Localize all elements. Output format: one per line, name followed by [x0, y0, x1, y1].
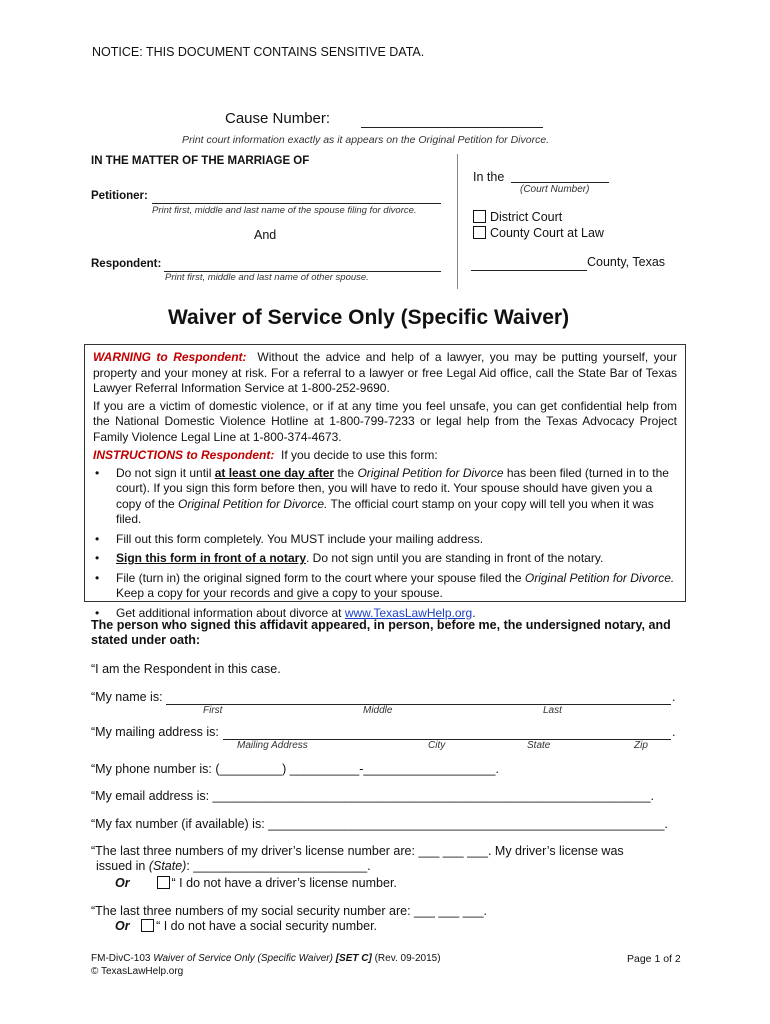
name-middle-hint: Middle — [363, 705, 393, 716]
name-last-hint: Last — [543, 705, 562, 716]
form-title: Waiver of Service Only (Specific Waiver) — [168, 306, 570, 329]
ssn-line[interactable]: “The last three numbers of my social security number are: ___ ___ ___. — [91, 904, 488, 918]
list-item: • Sign this form in front of a notary. Do not sign until you are standing in front of the notary. — [95, 551, 604, 565]
name-period: . — [672, 690, 676, 704]
warning-box — [84, 344, 686, 620]
warning-label: WARNING to Respondent: — [93, 350, 247, 364]
county-field[interactable] — [471, 256, 587, 271]
notice: NOTICE: THIS DOCUMENT CONTAINS SENSITIVE DATA. — [92, 45, 425, 59]
mailing-state-hint: State — [527, 740, 551, 751]
list-item: • Do not sign it until at least one day after the Original Petition for Divorce has been filed (turned in to the court). If you sign this form before then, you will have to redo it. Your spouse should have given you a copy of the Original Petition for Divorce. The official court stamp on your copy will tell you when it was filed. — [95, 465, 669, 526]
name-label: “My name is: — [91, 690, 163, 704]
footer-form-id: FM-DivC-103 Waiver of Service Only (Specific Waiver) [SET C] (Rev. 09-2015) — [91, 953, 441, 964]
respondent-statement: “I am the Respondent in this case. — [91, 662, 281, 676]
phone-line[interactable]: “My phone number is: (_________) __________-___________________. — [91, 762, 499, 776]
mailing-label: “My mailing address is: — [91, 725, 219, 739]
court-number-hint: (Court Number) — [520, 184, 590, 195]
texaslawhelp-link[interactable]: www.TexasLawHelp.org — [344, 605, 473, 620]
petitioner-label: Petitioner: — [91, 190, 148, 202]
drivers-license-state-line[interactable]: issued in (State): _________________________. — [96, 859, 371, 873]
footer-copyright: © TexasLawHelp.org — [91, 966, 184, 977]
no-ssn-option[interactable] — [115, 919, 377, 933]
and-label: And — [254, 228, 277, 242]
mailing-city-hint: City — [428, 740, 446, 751]
petitioner-hint: Print first, middle and last name of the spouse filing for divorce. — [152, 205, 417, 216]
or-label: Or — [115, 876, 130, 890]
respondent-label: Respondent: — [91, 258, 162, 270]
respondent-field[interactable] — [164, 256, 441, 272]
affidavit-heading: The person who signed this affidavit appeared, in person, before me, the undersigned notary, and stated under oath: — [91, 618, 671, 647]
in-the-label: In the — [473, 170, 505, 184]
name-first-hint: First — [203, 705, 223, 716]
county-court-option[interactable] — [473, 226, 604, 240]
petitioner-field[interactable] — [152, 188, 441, 204]
or-label: Or — [115, 919, 130, 933]
cause-number-field[interactable] — [361, 112, 543, 128]
mailing-address-hint: Mailing Address — [237, 740, 308, 751]
no-drivers-license-option[interactable] — [115, 876, 397, 890]
district-court-label: District Court — [490, 210, 563, 224]
list-item: • File (turn in) the original signed form to the court where your spouse filed the Original Petition for Divorce. Keep a copy for your records and give a copy to your spouse. — [95, 570, 675, 600]
dv-paragraph: If you are a victim of domestic violence, or if at any time you feel unsafe, you can get confidential help from the National Domestic Violence Hotline at 1-800-799-7233 or legal help from the Texas Advocacy Project Family Violence Legal Line at 1-800-374-4673. — [93, 398, 677, 444]
no-ssn-checkbox[interactable] — [141, 919, 154, 932]
instructions-lead: If you decide to use this form: — [281, 448, 438, 462]
instructions-paragraph — [93, 448, 677, 464]
cause-number-label: Cause Number: — [225, 110, 331, 127]
county-court-checkbox[interactable] — [473, 226, 486, 239]
list-item: • Get additional information about divorce at www.TexasLawHelp.org. — [95, 605, 476, 620]
fax-line[interactable]: “My fax number (if available) is: _________________________________________________________. — [91, 817, 668, 831]
email-line[interactable]: “My email address is: _______________________________________________________________. — [91, 789, 655, 803]
drivers-license-line[interactable]: “The last three numbers of my driver’s license number are: ___ ___ ___. My driver’s license was — [91, 844, 624, 858]
name-field[interactable] — [166, 690, 671, 705]
matter-heading: IN THE MATTER OF THE MARRIAGE OF — [91, 155, 310, 167]
mailing-zip-hint: Zip — [634, 740, 648, 751]
instructions-label: INSTRUCTIONS to Respondent: — [93, 448, 275, 462]
warning-paragraph — [93, 350, 677, 397]
court-number-field[interactable] — [511, 168, 609, 183]
warning-text: Without the advice and help of a lawyer, you may be putting yourself, your property and your money at risk. For a referral to a lawyer or free Legal Aid office, call the State Bar of Texas Lawyer Referral Information Service at 1-800-252-9690. — [93, 350, 677, 395]
mailing-period: . — [672, 725, 676, 739]
no-drivers-license-label: “ I do not have a driver’s license number. — [171, 876, 397, 890]
county-court-label: County Court at Law — [490, 226, 604, 240]
caption-divider — [457, 154, 458, 289]
print-court-info: Print court information exactly as it appears on the Original Petition for Divorce. — [182, 134, 550, 146]
respondent-hint: Print first, middle and last name of other spouse. — [165, 272, 369, 283]
county-texas-label: County, Texas — [587, 255, 666, 269]
page-number: Page 1 of 2 — [627, 953, 681, 965]
list-item: • Fill out this form completely. You MUST include your mailing address. — [95, 531, 484, 546]
instructions-list — [93, 466, 677, 622]
mailing-field[interactable] — [223, 725, 671, 740]
no-ssn-label: “ I do not have a social security number. — [156, 919, 378, 933]
district-court-checkbox[interactable] — [473, 210, 486, 223]
no-drivers-license-checkbox[interactable] — [157, 876, 170, 889]
district-court-option[interactable] — [473, 210, 562, 224]
